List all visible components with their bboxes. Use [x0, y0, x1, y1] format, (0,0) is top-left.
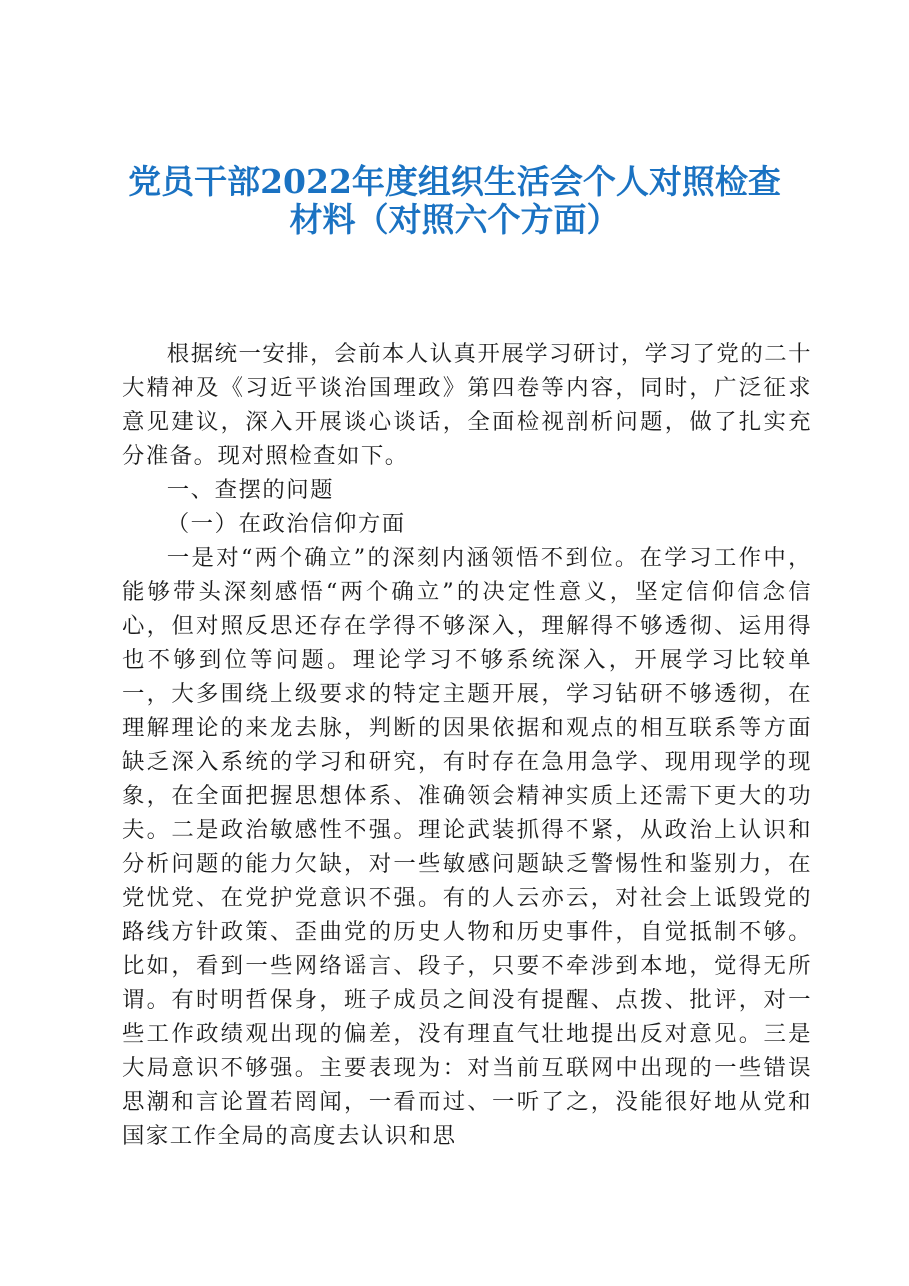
paragraph-political-belief: 一是对“两个确立”的深刻内涵领悟不到位。在学习工作中，能够带头深刻感悟“两个确立”的决定性意义，坚定信仰信念信心，但对照反思还存在学得不够深入，理解得不够透彻、运用得也不够到位等问题。理论学习不够系统深入，开展学习比较单一，大多围绕上级要求的特定主题开展，学习钻研不够透彻，在理解理论的来龙去脉，判断的因果依据和观点的相互联系等方面缺乏深入系统的学习和研究，有时存在急用急学、现用现学的现象，在全面把握思想体系、准确领会精神实质上还需下更大的功夫。二是政治敏感性不强。理论武装抓得不紧，从政治上认识和分析问题的能力欠缺，对一些敏感问题缺乏警惕性和鉴别力，在党忧党、在党护党意识不强。有的人云亦云，对社会上诋毁党的路线方针政策、歪曲党的历史人物和历史事件，自觉抵制不够。比如，看到一些网络谣言、段子，只要不牵涉到本地，觉得无所谓。有时明哲保身，班子成员之间没有提醒、点拨、批评，对一些工作政绩观出现的偏差，没有理直气壮地提出反对意见。三是大局意识不够强。主要表现为：对当前互联网中出现的一些错误思潮和言论置若罔闻，一看而过、一听了之，没能很好地从党和国家工作全局的高度去认识和思: [122, 545, 812, 1149]
document-title-line-1: 党员干部2022年度组织生活会个人对照检查: [128, 162, 781, 201]
document-title-line-2: 材料（对照六个方面）: [289, 200, 620, 239]
heading-section-1: 一、查摆的问题: [166, 477, 335, 503]
document-body: [122, 337, 812, 1153]
paragraph-intro: 根据统一安排，会前本人认真开展学习研讨，学习了党的二十大精神及《习近平谈治国理政》第四卷等内容，同时，广泛征求意见建议，深入开展谈心谈话，全面检视剖析问题，做了扎实充分准备。现对照检查如下。: [122, 341, 812, 469]
heading-subsection-1: （一）在政治信仰方面: [166, 511, 406, 537]
